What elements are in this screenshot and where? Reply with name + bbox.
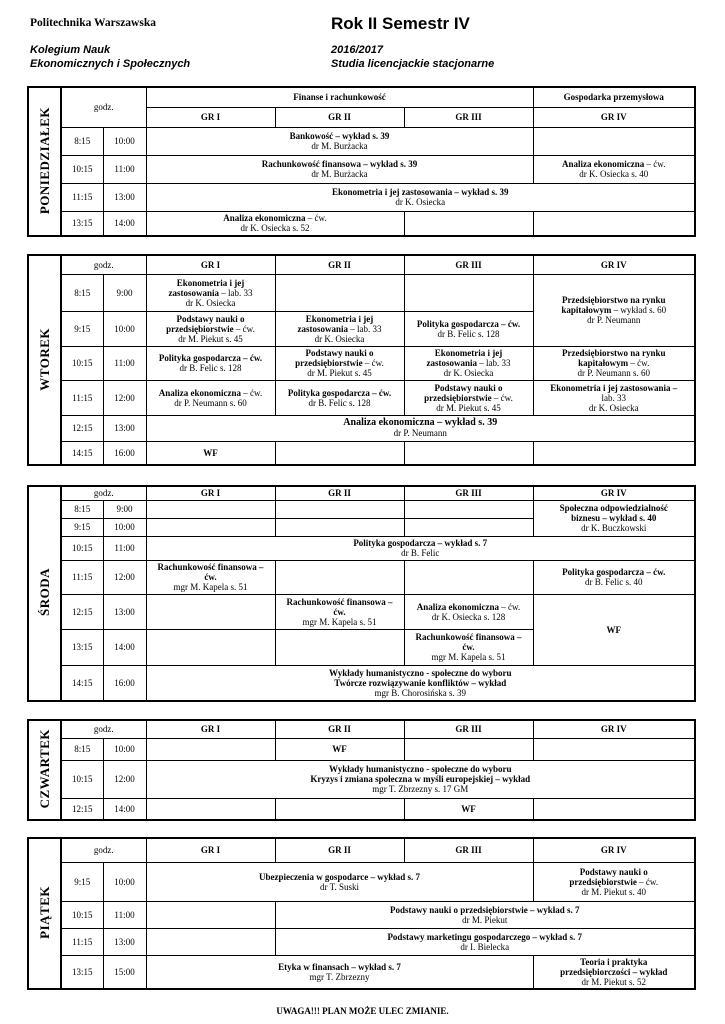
empty-cell — [533, 798, 695, 820]
day-label: PONIEDZIAŁEK — [28, 87, 61, 236]
day-label: ŚRODA — [28, 486, 61, 701]
class-cell: Ekonometria i jej zastosowania – lab. 33 dr K. Osiecka — [275, 311, 404, 346]
thursday-table — [27, 719, 696, 821]
empty-cell — [533, 127, 695, 155]
end-time: 13:00 — [103, 594, 146, 629]
end-time: 11:00 — [103, 155, 146, 183]
end-time: 11:00 — [103, 901, 146, 928]
group-header: GR IV — [533, 486, 695, 500]
class-cell: Ekonometria i jej zastosowania – wykład s. 39 dr K. Osiecka — [146, 183, 695, 211]
class-cell: Podstawy marketingu gospodarczego – wykład s. 7 dr I. Bielecka — [275, 928, 695, 955]
class-cell: Bankowość – wykład s. 39 dr M. Burżacka — [146, 127, 533, 155]
end-time: 14:00 — [103, 211, 146, 236]
start-time: 11:15 — [61, 560, 103, 594]
class-cell: Teoria i praktyka przedsiębiorczości – wykład dr M. Piekut s. 52 — [533, 955, 695, 989]
group-header: GR IV — [533, 720, 695, 738]
major-header-industry: Gospodarka przemysłowa — [533, 87, 695, 107]
end-time: 10:00 — [103, 311, 146, 346]
empty-cell — [533, 738, 695, 760]
start-time: 8:15 — [61, 127, 103, 155]
group-header: GR I — [146, 720, 275, 738]
class-cell: Społeczna odpowiedzialność biznesu – wykład s. 40 dr K. Buczkowski — [533, 500, 695, 536]
start-time: 10:15 — [61, 760, 103, 798]
start-time: 13:15 — [61, 211, 103, 236]
empty-cell — [275, 274, 404, 311]
end-time: 10:00 — [103, 862, 146, 901]
empty-cell — [275, 560, 404, 594]
end-time: 10:00 — [103, 518, 146, 536]
group-header: GR II — [275, 486, 404, 500]
monday-table — [27, 86, 696, 237]
group-header: GR III — [404, 486, 533, 500]
start-time: 14:15 — [61, 665, 103, 701]
group-header: GR III — [404, 107, 533, 127]
end-time: 16:00 — [103, 441, 146, 465]
academic-year: 2016/2017 — [331, 44, 383, 56]
group-header: GR I — [146, 838, 275, 862]
empty-cell — [146, 518, 275, 536]
end-time: 14:00 — [103, 798, 146, 820]
class-cell: WF — [275, 738, 404, 760]
group-header: GR II — [275, 720, 404, 738]
end-time: 9:00 — [103, 274, 146, 311]
major-header-finance: Finanse i rachunkowość — [146, 87, 533, 107]
group-header: GR IV — [533, 838, 695, 862]
page-title: Rok II Semestr IV — [331, 14, 470, 33]
empty-cell — [533, 211, 695, 236]
group-header: GR III — [404, 255, 533, 274]
empty-cell — [146, 594, 275, 629]
start-time: 14:15 — [61, 441, 103, 465]
class-cell: Podstawy nauki o przedsiębiorstwie – ćw. dr M. Piekut s. 40 — [533, 862, 695, 901]
start-time: 9:15 — [61, 862, 103, 901]
class-cell: Analiza ekonomiczna – wykład s. 39 dr P. Neumann — [146, 415, 695, 441]
end-time: 10:00 — [103, 127, 146, 155]
start-time: 11:15 — [61, 183, 103, 211]
end-time: 12:00 — [103, 760, 146, 798]
start-time: 13:15 — [61, 629, 103, 665]
start-time: 13:15 — [61, 955, 103, 989]
class-cell: Ekonometria i jej zastosowania – lab. 33 dr K. Osiecka — [146, 274, 275, 311]
empty-cell — [146, 629, 275, 665]
class-cell: Polityka gospodarcza – ćw. dr B. Felic s. 128 — [275, 380, 404, 415]
empty-cell — [146, 738, 275, 760]
empty-cell — [404, 500, 533, 518]
start-time: 9:15 — [61, 518, 103, 536]
class-cell: WF — [404, 798, 533, 820]
start-time: 11:15 — [61, 380, 103, 415]
start-time: 10:15 — [61, 346, 103, 380]
class-cell: Analiza ekonomiczna – ćw. dr K. Osiecka s. 40 — [533, 155, 695, 183]
group-header: GR I — [146, 486, 275, 500]
empty-cell — [146, 500, 275, 518]
start-time: 11:15 — [61, 928, 103, 955]
class-cell: Przedsiębiorstwo na rynku kapitałowym – ćw. dr P. Neumann s. 60 — [533, 346, 695, 380]
end-time: 14:00 — [103, 629, 146, 665]
wednesday-table — [27, 485, 696, 702]
empty-cell — [146, 928, 275, 955]
hours-header: godz. — [61, 255, 146, 274]
empty-cell — [404, 518, 533, 536]
start-time: 9:15 — [61, 311, 103, 346]
empty-cell — [404, 441, 533, 465]
class-cell: Analiza ekonomiczna – ćw. dr P. Neumann s. 60 — [146, 380, 275, 415]
start-time: 8:15 — [61, 500, 103, 518]
tuesday-table — [27, 254, 696, 466]
class-cell: Podstawy nauki o przedsiębiorstwie – wykład s. 7 dr M. Piekut — [275, 901, 695, 928]
group-header: GR II — [275, 107, 404, 127]
class-cell: Polityka gospodarcza – ćw. dr B. Felic s. 40 — [533, 560, 695, 594]
empty-cell — [404, 274, 533, 311]
university-name: Politechnika Warszawska — [30, 17, 156, 29]
end-time: 13:00 — [103, 415, 146, 441]
class-cell: Ekonometria i jej zastosowania – lab. 33 dr K. Osiecka — [533, 380, 695, 415]
start-time: 10:15 — [61, 901, 103, 928]
class-cell: Przedsiębiorstwo na rynku kapitałowym – wykład s. 60 dr P. Neumann — [533, 274, 695, 346]
start-time: 10:15 — [61, 536, 103, 560]
group-header: GR III — [404, 838, 533, 862]
start-time: 12:15 — [61, 415, 103, 441]
end-time: 12:00 — [103, 380, 146, 415]
empty-cell — [404, 738, 533, 760]
empty-cell — [404, 211, 533, 236]
end-time: 9:00 — [103, 500, 146, 518]
group-header: GR IV — [533, 255, 695, 274]
end-time: 13:00 — [103, 183, 146, 211]
class-cell: Etyka w finansach – wykład s. 7 mgr T. Zbrzezny — [146, 955, 533, 989]
end-time: 16:00 — [103, 665, 146, 701]
friday-table — [27, 837, 696, 990]
class-cell: Rachunkowość finansowa – ćw. mgr M. Kapela s. 51 — [146, 560, 275, 594]
class-cell: WF — [533, 594, 695, 665]
class-cell: Polityka gospodarcza – ćw. dr B. Felic s. 128 — [404, 311, 533, 346]
group-header: GR I — [146, 255, 275, 274]
empty-cell — [275, 500, 404, 518]
end-time: 11:00 — [103, 346, 146, 380]
empty-cell — [404, 560, 533, 594]
group-header: GR III — [404, 720, 533, 738]
end-time: 15:00 — [103, 955, 146, 989]
day-label: WTOREK — [28, 255, 61, 465]
hours-header: godz. — [61, 87, 146, 127]
class-cell: Podstawy nauki o przedsiębiorstwie – ćw. dr M. Piekut s. 45 — [404, 380, 533, 415]
group-header: GR II — [275, 255, 404, 274]
class-cell: Rachunkowość finansowa – wykład s. 39 dr M. Burżacka — [146, 155, 533, 183]
class-cell: Polityka gospodarcza – wykład s. 7 dr B. Felic — [146, 536, 695, 560]
empty-cell — [275, 798, 404, 820]
start-time: 12:15 — [61, 798, 103, 820]
empty-cell — [533, 441, 695, 465]
class-cell: Podstawy nauki o przedsiębiorstwie – ćw. dr M. Piekut s. 45 — [146, 311, 275, 346]
class-cell: Wykłady humanistyczno - społeczne do wyboru Kryzys i zmiana społeczna w myśli europejskiej – wykład mgr T. Zbrzezny s. 17 GM — [146, 760, 695, 798]
class-cell: Podstawy nauki o przedsiębiorstwie – ćw. dr M. Piekut s. 45 — [275, 346, 404, 380]
end-time: 10:00 — [103, 738, 146, 760]
class-cell: Wykłady humanistyczno - społeczne do wyboru Twórcze rozwiązywanie konfliktów – wykład mgr B. Chorosińska s. 39 — [146, 665, 695, 701]
start-time: 12:15 — [61, 594, 103, 629]
start-time: 8:15 — [61, 274, 103, 311]
group-header: GR IV — [533, 107, 695, 127]
hours-header: godz. — [61, 838, 146, 862]
class-cell: Analiza ekonomiczna – ćw. dr K. Osiecka s. 52 — [146, 211, 404, 236]
empty-cell — [275, 518, 404, 536]
footer-note: UWAGA!!! PLAN MOŻE ULEC ZMIANIE. — [276, 1006, 449, 1016]
class-cell: Rachunkowość finansowa – ćw. mgr M. Kapela s. 51 — [275, 594, 404, 629]
group-header: GR II — [275, 838, 404, 862]
hours-header: godz. — [61, 486, 146, 500]
class-cell: Ekonometria i jej zastosowania – lab. 33 dr K. Osiecka — [404, 346, 533, 380]
college-line-1: Kolegium Nauk — [30, 44, 111, 56]
end-time: 13:00 — [103, 928, 146, 955]
end-time: 12:00 — [103, 560, 146, 594]
day-label: PIĄTEK — [28, 838, 61, 989]
group-header: GR I — [146, 107, 275, 127]
class-cell: Rachunkowość finansowa – ćw. mgr M. Kapela s. 51 — [404, 629, 533, 665]
start-time: 10:15 — [61, 155, 103, 183]
class-cell: Analiza ekonomiczna – ćw. dr K. Osiecka s. 128 — [404, 594, 533, 629]
class-cell: Polityka gospodarcza – ćw. dr B. Felic s. 128 — [146, 346, 275, 380]
day-label: CZWARTEK — [28, 720, 61, 820]
empty-cell — [146, 901, 275, 928]
class-cell: WF — [146, 441, 275, 465]
hours-header: godz. — [61, 720, 146, 738]
class-cell: Ubezpieczenia w gospodarce – wykład s. 7 dr T. Suski — [146, 862, 533, 901]
start-time: 8:15 — [61, 738, 103, 760]
end-time: 11:00 — [103, 536, 146, 560]
empty-cell — [275, 629, 404, 665]
study-mode: Studia licencjackie stacjonarne — [331, 58, 495, 70]
empty-cell — [275, 441, 404, 465]
empty-cell — [146, 798, 275, 820]
college-line-2: Ekonomicznych i Społecznych — [30, 58, 191, 70]
